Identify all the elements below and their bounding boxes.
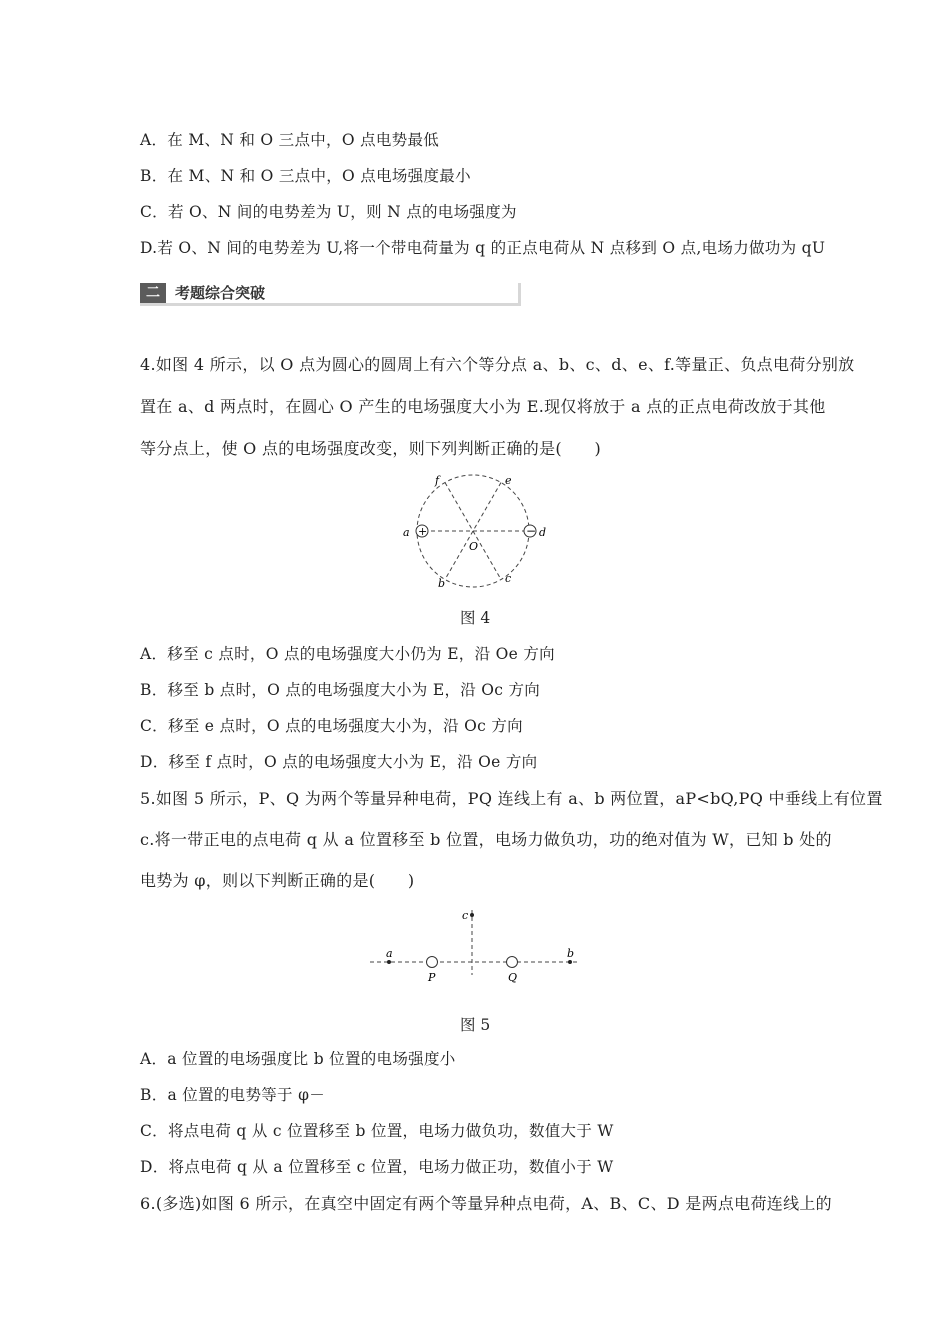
- label-c5: c: [462, 909, 469, 922]
- q3-option-b: B．在 M、N 和 O 三点中，O 点电场强度最小: [140, 167, 471, 185]
- q4-stem-line-1: 4.如图 4 所示，以 O 点为圆心的圆周上有六个等分点 a、b、c、d、e、f.等量正、负点电荷分别放: [140, 355, 855, 374]
- label-O: O: [469, 540, 479, 553]
- q5-option-c: C．将点电荷 q 从 c 位置移至 b 位置，电场力做负功，数值大于 W: [140, 1122, 614, 1140]
- point-b: [568, 960, 572, 964]
- label-c: c: [505, 572, 512, 585]
- q6-stem-line-1: 6.(多选)如图 6 所示，在真空中固定有两个等量异种点电荷，A、B、C、D 是两点电荷连线上的: [140, 1194, 832, 1213]
- charge-q-icon: [507, 957, 518, 968]
- q4-stem-line-2: 置在 a、d 两点时，在圆心 O 产生的电场强度大小为 E.现仅将放于 a 点的正点电荷改放于其他: [140, 397, 826, 416]
- label-b: b: [438, 577, 446, 590]
- section-number: 二: [140, 283, 166, 303]
- q3-option-d: D.若 O、N 间的电势差为 U,将一个带电荷量为 q 的正点电荷从 N 点移到 O 点,电场力做功为 qU: [140, 239, 826, 257]
- q5-option-b: B．a 位置的电势等于 φ－: [140, 1086, 326, 1104]
- charge-p-icon: [427, 957, 438, 968]
- minus-label: −: [526, 524, 537, 538]
- q5-stem-line-2: c.将一带正电的点电荷 q 从 a 位置移至 b 位置，电场力做负功，功的绝对值为 W，已知 b 处的: [140, 830, 832, 849]
- q5-option-a: A．a 位置的电场强度比 b 位置的电场强度小: [140, 1050, 456, 1068]
- label-e: e: [505, 474, 512, 487]
- figure-4-caption: 图 4: [460, 609, 491, 627]
- figure-5-caption: 图 5: [460, 1016, 491, 1034]
- q4-option-a: A．移至 c 点时，O 点的电场强度大小仍为 E，沿 Oe 方向: [140, 645, 555, 663]
- q5-stem-line-3: 电势为 φ，则以下判断正确的是( ): [140, 871, 415, 890]
- q5-option-d: D．将点电荷 q 从 a 位置移至 c 位置，电场力做正功，数值小于 W: [140, 1158, 614, 1176]
- label-b5: b: [567, 947, 575, 960]
- q3-option-a: A．在 M、N 和 O 三点中，O 点电势最低: [140, 131, 440, 149]
- q4-option-d: D．移至 f 点时，O 点的电场强度大小为 E，沿 Oe 方向: [140, 753, 538, 771]
- q4-option-b: B．移至 b 点时，O 点的电场强度大小为 E，沿 Oc 方向: [140, 681, 541, 699]
- q4-stem-line-3: 等分点上，使 O 点的电场强度改变，则下列判断正确的是( ): [140, 439, 602, 458]
- label-P: P: [428, 971, 436, 984]
- label-a: a: [403, 526, 410, 539]
- q5-stem-line-1: 5.如图 5 所示，P、Q 为两个等量异种电荷，PQ 连线上有 a、b 两位置，aP<bQ,PQ 中垂线上有位置: [140, 789, 883, 808]
- point-a: [387, 960, 391, 964]
- section-title: 考题综合突破: [175, 284, 266, 302]
- q4-option-c: C．移至 e 点时，O 点的电场强度大小为，沿 Oc 方向: [140, 717, 523, 735]
- section-header: [140, 283, 521, 306]
- label-d: d: [539, 526, 547, 539]
- figure-5-diagram: [365, 905, 585, 985]
- label-a5: a: [386, 947, 393, 960]
- q3-option-c: C．若 O、N 间的电势差为 U，则 N 点的电场强度为: [140, 203, 517, 221]
- label-Q: Q: [508, 971, 518, 984]
- point-c: [470, 913, 474, 917]
- label-f: f: [435, 474, 440, 487]
- plus-label: +: [418, 525, 428, 538]
- figure-4-diagram: [395, 470, 555, 595]
